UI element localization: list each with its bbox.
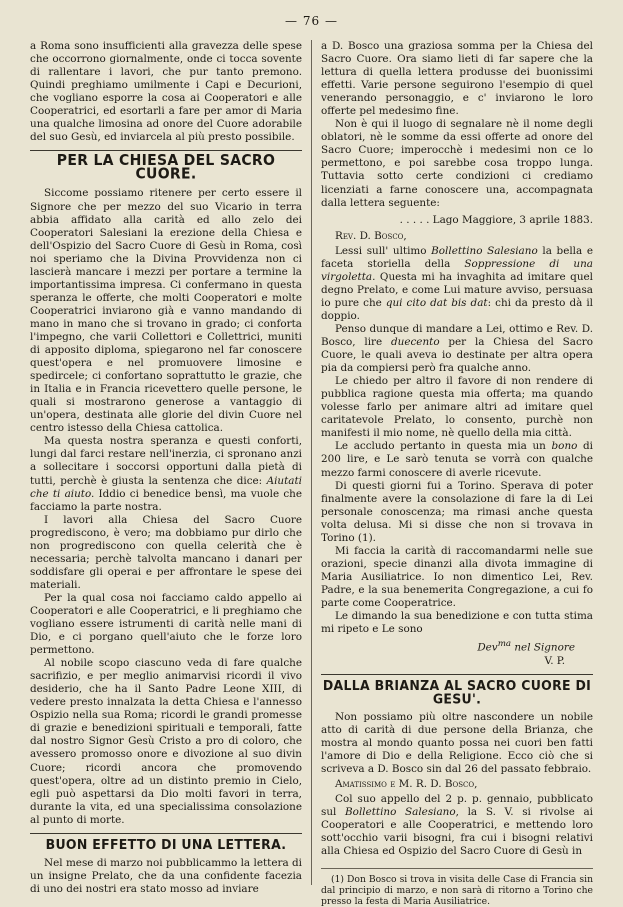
left-column <box>30 40 302 896</box>
letter-dateline: . . . . . Lago Maggiore, 3 aprile 1883. <box>399 213 593 226</box>
paragraph: Di questi giorni fui a Torino. Sperava di poter finalmente avere la consolazione di fare la di Lei personale conoscenza; ma rimasi anche questa volta delusa. Mi si disse che non si trovava in Torino (1). <box>321 479 593 544</box>
paragraph: Ma questa nostra speranza e questi conforti, lungi dal farci restare nell'inerzia, ci spronano anzi a sollecitare i soccorsi opportuni dalla pietà di tutti, perchè è giusta la sentenza che dice: Aiutati che ti aiuto. Iddio ci benedice bensì, ma vuole che facciamo la parte nostra. <box>30 435 302 513</box>
paragraph: Col suo appello del 2 p. p. gennaio, pubblicato sul Bollettino Salesiano, la S. V. si rivolse ai Cooperatori e alle Cooperatrici, e mettendo loro sott'occhio varii bisogni, fra cui i bisogni relativi alla Chiesa ed Ospizio del Sacro Cuore di Gesù in <box>321 793 593 858</box>
right-column <box>321 40 593 907</box>
intro-paragraph: a Roma sono insufficienti alla gravezza delle spese che occorrono giornalmente, onde ci tocca sovente di rallentare i lavori, che pur tanto premono. Quindi preghiamo umilmente i Capi e Decurioni, che vogliano esporre la cosa ai Cooperatori e alle Cooperatrici, ed esortarli a fare per amor di Maria una qualche limosina ad onore del Cuore adorabile del suo Gesù, ed inviarcela al più presto possibile. <box>30 40 302 144</box>
section-rule <box>321 674 593 675</box>
heading-buon-effetto: BUON EFFETTO DI UNA LETTERA. <box>45 836 287 853</box>
paragraph: Al nobile scopo ciascuno veda di fare qualche sacrifizio, e per meglio animarvisi ricordi il vivo desiderio, che ha il Santo Padre Leone XIII, di vedere presto innalzata la detta Chiesa e l'annesso Ospizio nella sua Roma; ricordi le grandi promesse di grazie e benedizioni spirituali e temporali, fatte dal nostro Signor Gesù Cristo a pro di coloro, che avessero promosso onore e divozione al suo divin Cuore; ricordi ancora che promovendo quest'opera, oltre ad un distinto premio in Cielo, egli può aspettarsi da Dio molti favori in terra, durante la vita, ed una specialissima consolazione al punto di morte. <box>30 657 302 826</box>
letter-closing: Dev$^{ma}$ nel Signore <box>477 639 575 654</box>
paragraph: Penso dunque di mandare a Lei, ottimo e Rev. D. Bosco, lire duecento per la Chiesa del Sacro Cuore, le quali aveva io destinate per altra opera pia da compiersi però fra qualche anno. <box>321 322 593 375</box>
paragraph: Non è qui il luogo di segnalare nè il nome degli oblatori, nè le somme da essi offerte ad onore del Sacro Cuore; imperocchè i medesimi non ce lo permettono, e poi sarebbe cosa troppo lunga. Tuttavia sotto certe condizioni ci crediamo licenziati a farne conoscere una, accompagnata dalla lettera seguente: <box>321 118 593 209</box>
paragraph: Nel mese di marzo noi pubblicammo la lettera di un insigne Prelato, che da una confidente facezia di uno dei nostri era stato mosso ad inviare <box>30 856 302 895</box>
section-rule <box>30 150 302 151</box>
paragraph: Le chiedo per altro il favore di non rendere di pubblica ragione questa mia offerta; ma quando volesse farlo per animare altri ad imitare quel caritatevole Prelato, lo consento, purchè non manifesti il mio nome, nè quello della mia città. <box>321 375 593 440</box>
page-number: — 76 — <box>285 14 338 28</box>
footnote: (1) Don Bosco si trova in visita delle Case di Francia sin dal principio di marzo, e non sarà di ritorno a Torino che presso la festa di Maria Ausiliatrice. <box>321 868 593 907</box>
paragraph: Le accludo pertanto in questa mia un bono di 200 lire, e Le sarò tenuta se vorrà con qualche mezzo farmi conoscere di averle ricevute. <box>321 440 594 479</box>
paragraph: Le dimando la sua benedizione e con tutta stima mi ripeto e Le sono <box>321 610 593 636</box>
letter-salutation: Rev. D. Bosco, <box>335 229 407 242</box>
letter-salutation: Amatissimo e M. R. D. Bosco, <box>335 778 478 790</box>
heading-brianza: DALLA BRIANZA AL SACRO CUORE DI GESU'. <box>322 676 592 707</box>
section-rule <box>30 833 302 834</box>
column-divider <box>311 40 312 885</box>
paragraph: Mi faccia la carità di raccomandarmi nelle sue orazioni, specie dinanzi alla divota immagine di Maria Ausiliatrice. Io non dimentico Lei, Rev. Padre, e la sua benemerita Congregazione, a cui fo parte come Cooperatrice. <box>321 544 593 609</box>
letter-signature: V. P. <box>544 654 565 667</box>
heading-sacro-cuore: PER LA CHIESA DEL SACRO CUORE. <box>56 152 276 184</box>
paragraph: Per la qual cosa noi facciamo caldo appello ai Cooperatori e alle Cooperatrici, e li preghiamo che vogliano essere istrumenti di carità nelle mani di Dio, e ci porgano quell'aiuto che le forze loro permettono. <box>30 591 302 657</box>
paragraph: Non possiamo più oltre nascondere un nobile atto di carità di due persone della Brianza, che mostra al mondo quanto possa nei cuori ben fatti l'amore di Dio e della Religione. Ecco ciò che si scriveva a D. Bosco sin dal 26 del passato febbraio. <box>321 710 593 775</box>
paragraph: Lessi sull' ultimo Bollettino Salesiano la bella e faceta storiella della Soppressione di una virgoletta. Questa mi ha invaghita ad imitare quel degno Prelato, e come Lui mature avviso, persuasa io pure che qui cito dat bis dat: chi da presto dà il doppio. <box>321 244 593 322</box>
paragraph: I lavori alla Chiesa del Sacro Cuore progrediscono, è vero; ma dobbiamo pur dirlo che non progrediscono con quella celerità che è necessaria; perchè talvolta mancano i danari per soddisfare gli operai e per affrontare le spese dei materiali. <box>30 513 302 591</box>
paragraph: Siccome possiamo ritenere per certo essere il Signore che per mezzo del suo Vicario in terra abbia affidato alla carità ed allo zelo dei Cooperatori Salesiani la erezione della Chiesa e dell'Ospizio del Sacro Cuore di Gesù in Roma, così noi speriamo che la Divina Provvidenza non ci lascierà mancare i mezzi per portare a termine la importantissima impresa. Ci confermano in questa speranza le offerte, che molti Cooperatori e molte Cooperatrici inviarono già e vanno mandando di mano in mano che si trovano in grado; ci conforta l'impegno, che varii Collettori e Collettrici, muniti di apposito diploma, spiegarono nel far conoscere quest'opera e nel promuovere limosine e spedircele; ci confortano soprattutto le grazie, che in Italia e in Francia ricevettero quelle persone, le quali si mostrarono generose a vantaggio di un'opera, destinata alle glorie del divin Cuore nel centro istesso della Chiesa cattolica. <box>30 187 302 435</box>
paragraph: a D. Bosco una graziosa somma per la Chiesa del Sacro Cuore. Ora siamo lieti di far sapere che la lettura di quella lettera produsse dei buonissimi effetti. Varie persone seguirono l'esempio di quel venerando personaggio, e c' inviarono le loro offerte pel medesimo fine. <box>321 40 593 118</box>
